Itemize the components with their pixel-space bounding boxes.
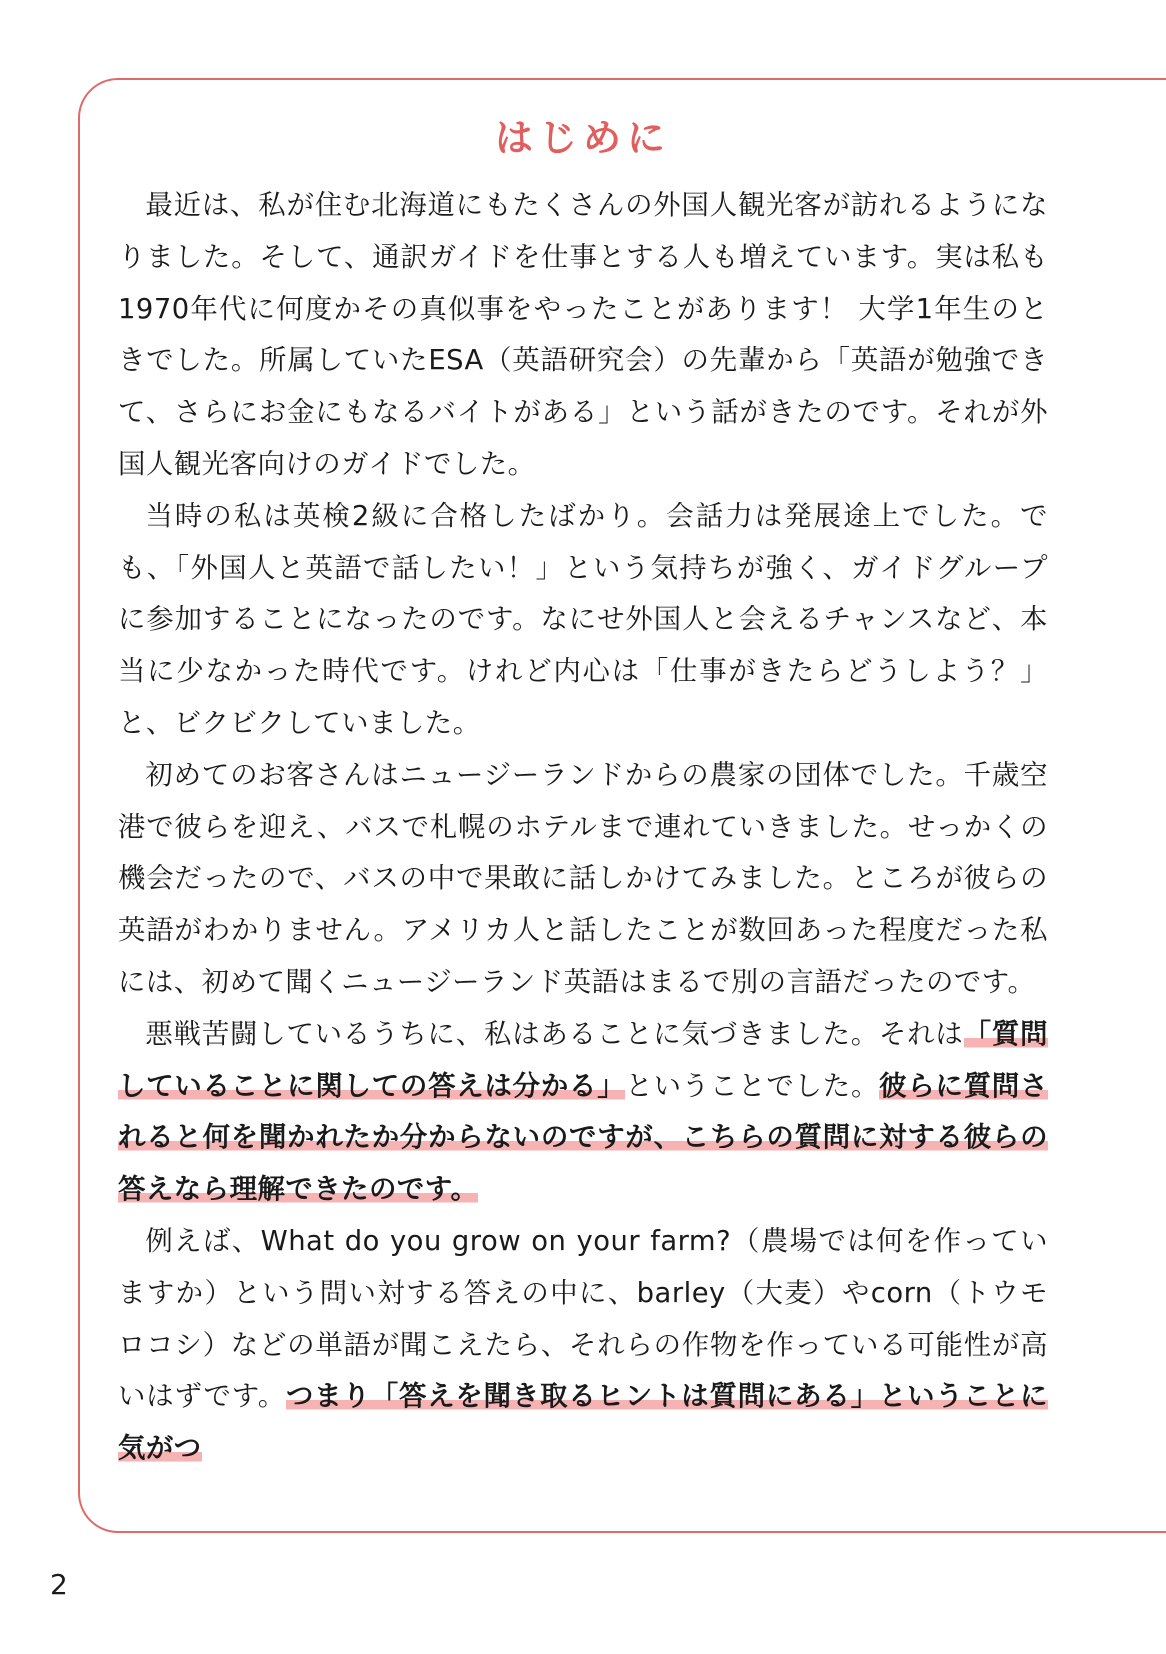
paragraph-2 xyxy=(118,491,1048,750)
highlighted-phrase: つまり「答えを聞き取るヒントは質問にある」ということに気がつ xyxy=(118,1381,1048,1465)
paragraph-1 xyxy=(118,180,1048,491)
paragraph-5-text: 例えば、What do you grow on your farm?（農場では何を作っていますか）という問い対する答えの中に、barley（大麦）やcorn（トウモロコシ）などの単語が聞こえたら、それらの作物を作っている可能性が高いはずです。 xyxy=(118,1225,1048,1413)
paragraph-4-text: ということでした。 xyxy=(625,1070,880,1102)
highlighted-phrase: 「質問していることに関しての答えは分かる」 xyxy=(118,1018,1048,1102)
paragraph-3-text: 初めてのお客さんはニュージーランドからの農家の団体でした。千歳空港で彼らを迎え、バスで札幌のホテルまで連れていきました。せっかくの機会だったので、バスの中で果敢に話しかけてみました。ところが彼らの英語がわかりません。アメリカ人と話したことが数回あった程度だった私には、初めて聞くニュージーランド英語はまるで別の言語だったのです。 xyxy=(118,759,1048,998)
paragraph-1-text: 最近は、私が住む北海道にもたくさんの外国人観光客が訪れるようになりました。そして、通訳ガイドを仕事とする人も増えています。実は私も1970年代に何度かその真似事をやったことがあります！ 大学1年生のときでした。所属していたESA（英語研究会）の先輩から「英語が勉強できて、さらにお金にもなるバイトがある」という話がきたのです。それが外国人観光客向けのガイドでした。 xyxy=(118,190,1048,480)
paragraph-4 xyxy=(118,1009,1048,1216)
page-title: はじめに xyxy=(494,116,671,160)
highlighted-phrase: 彼らに質問されると何を聞かれたか分からないのですが、こちらの質問に対する彼らの答えなら理解できたのです。 xyxy=(118,1070,1048,1206)
page-number: 2 xyxy=(50,1568,68,1601)
paragraph-5 xyxy=(118,1216,1048,1475)
body-text xyxy=(118,180,1048,1475)
paragraph-4-text: 悪戦苦闘しているうちに、私はあることに気づきました。それは xyxy=(145,1018,964,1050)
paragraph-2-text: 当時の私は英検2級に合格したばかり。会話力は発展途上でした。でも、「外国人と英語で話したい！」という気持ちが強く、ガイドグループに参加することになったのです。なにせ外国人と会えるチャンスなど、本当に少なかった時代です。けれど内心は「仕事がきたらどうしよう？」と、ビクビクしていました。 xyxy=(118,500,1048,739)
paragraph-3 xyxy=(118,750,1048,1009)
